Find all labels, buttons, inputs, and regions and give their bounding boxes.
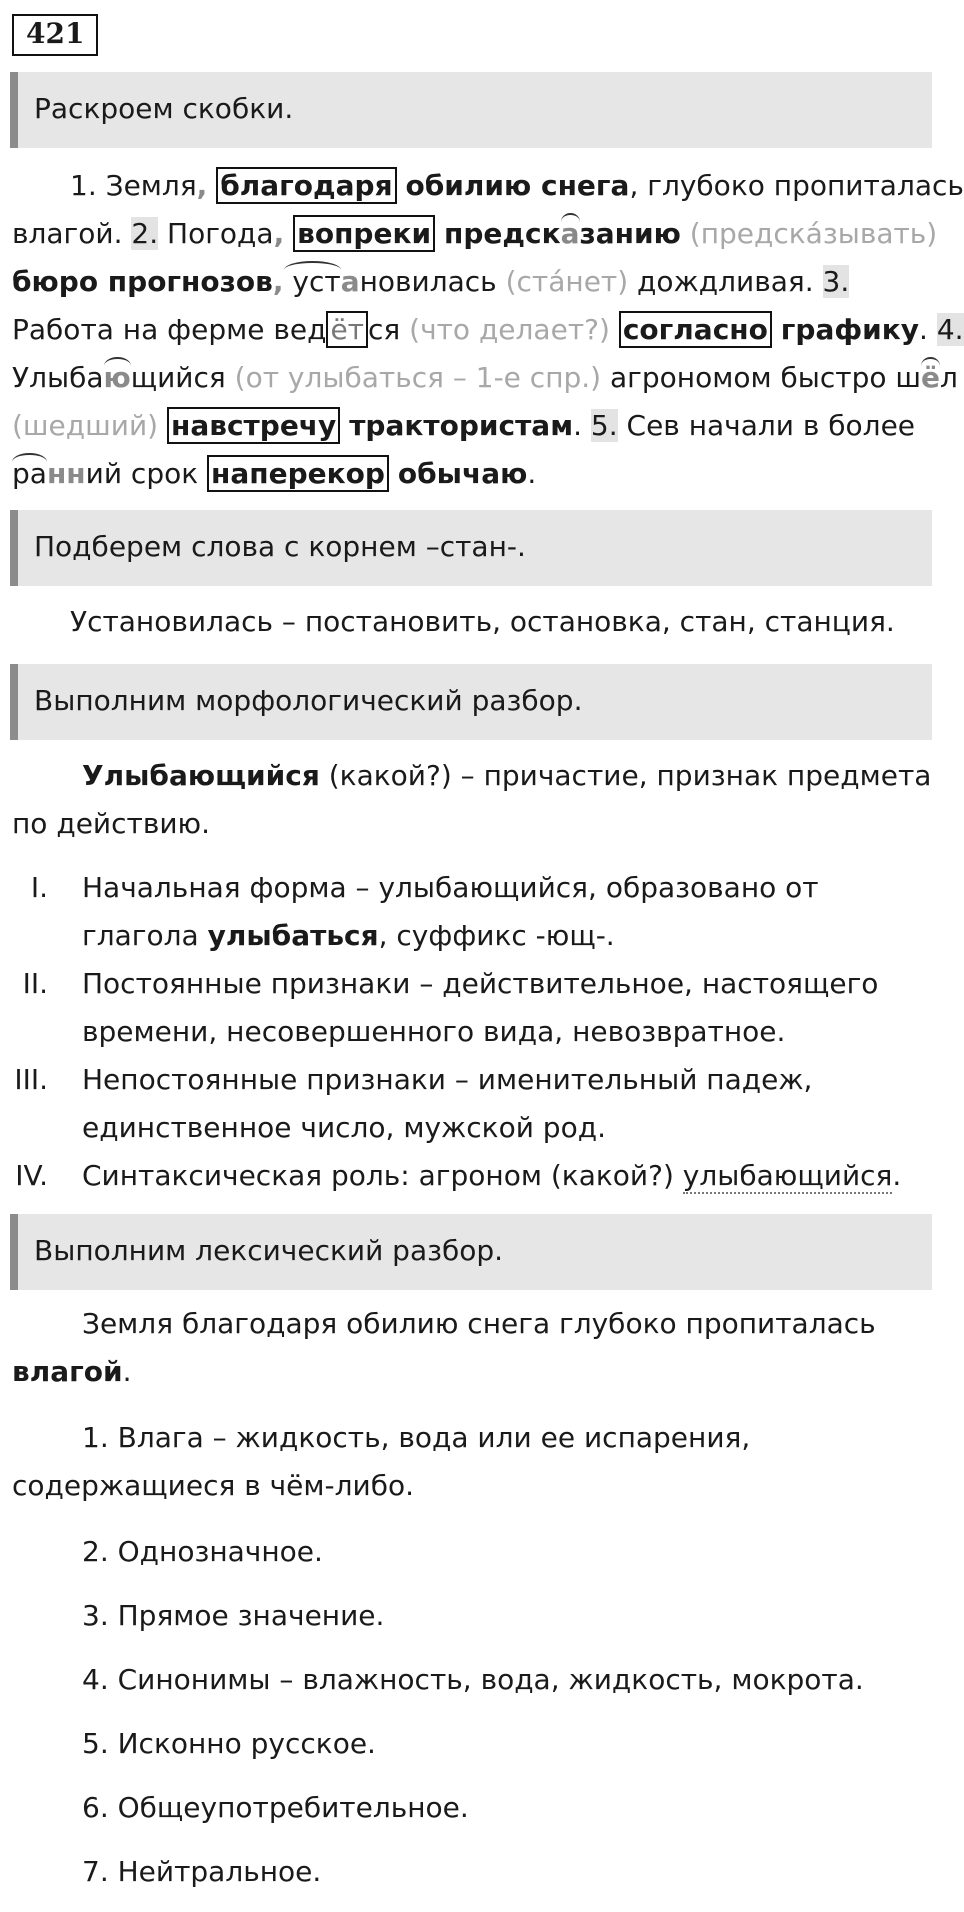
text: ра: [12, 457, 47, 490]
text: Синтаксическая роль: агроном (какой?) улыбающийся.: [82, 1159, 902, 1192]
text: обычаю: [397, 457, 528, 490]
text: графику: [780, 313, 920, 346]
lex-sentence: Земля благодаря обилию снега глубоко пропиталась: [82, 1307, 876, 1340]
text-line: 1. Земля, благодаря обилию снега, глубоко пропиталась: [70, 169, 964, 202]
lex-point: 2. Однозначное.: [82, 1535, 323, 1568]
text: Улыба: [12, 361, 104, 394]
text: предсказанию: [444, 217, 681, 250]
item-number: III.: [14, 1063, 48, 1096]
item-number: II.: [22, 967, 48, 1000]
sentence-number: 5.: [590, 409, 618, 442]
boxed-word: вопреки: [293, 215, 435, 252]
hint-text: (шедший): [12, 409, 159, 442]
text-line: [12, 354, 958, 402]
sentence-number: 3.: [822, 265, 850, 298]
text: Начальная форма – улыбающийся, образовано от: [82, 871, 819, 904]
text: щийся: [130, 361, 235, 394]
boxed-word: благодаря: [216, 167, 396, 204]
text: единственное число, мужской род.: [82, 1111, 606, 1144]
sentence-number: 2.: [131, 217, 159, 250]
text: глагола улыбаться, суффикс -ющ-.: [82, 919, 615, 952]
lex-point: 5. Исконно русское.: [82, 1727, 376, 1760]
boxed-word: согласно: [619, 311, 772, 348]
boxed-word: наперекор: [207, 455, 389, 492]
text: дождливая.: [628, 265, 814, 298]
lex-point: 6. Общеупотребительное.: [82, 1791, 469, 1824]
text: Постоянные признаки – действительное, настоящего: [82, 967, 879, 1000]
highlight-letter: нн: [46, 457, 86, 490]
highlight-letter: ю: [103, 361, 131, 394]
text: л: [940, 361, 958, 394]
section-header-lex: [10, 1214, 932, 1290]
lex-sentence-line2: [12, 1348, 132, 1396]
text-line: [12, 306, 964, 354]
lex-point: 7. Нейтральное.: [82, 1855, 322, 1888]
text-line: [12, 402, 915, 450]
text: ий срок: [85, 457, 208, 490]
roots-line: Установилась – постановить, остановка, стан, станция.: [70, 605, 895, 638]
text-line: [12, 450, 536, 498]
hint-text: (от улыбаться – 1-е спр.): [234, 361, 602, 394]
hint-text: (стáнет): [505, 265, 629, 298]
text: .: [573, 409, 582, 442]
text-line: бюро прогнозов, установилась (стáнет) дождливая. 3.: [12, 265, 850, 298]
lex-point: 1. Влага – жидкость, вода или ее испарения,: [82, 1421, 751, 1454]
morph-intro-line2: по действию.: [12, 807, 210, 840]
text: обилию снега: [405, 169, 630, 202]
task-number: 421: [12, 14, 98, 56]
text: Погода: [158, 217, 274, 250]
hint-text: (что делает?): [409, 313, 610, 346]
text: ся: [368, 313, 410, 346]
text: (какой?) – причастие, признак предмета: [319, 759, 932, 792]
text: бюро прогнозов: [12, 265, 273, 298]
text: влагой.: [12, 217, 123, 250]
text: .: [527, 457, 537, 490]
lex-point-cont: содержащиеся в чём-либо.: [12, 1469, 414, 1502]
lex-point: 4. Синонимы – влажность, вода, жидкость, мокрота.: [82, 1663, 864, 1696]
text: Работа на ферме вед: [12, 313, 327, 346]
hint-text: (предскáзывать): [689, 217, 938, 250]
section-title: Раскроем скобки.: [34, 92, 294, 125]
highlight-letter: ё: [921, 361, 941, 394]
text: 1. Земля: [70, 169, 197, 202]
text: Непостоянные признаки – именительный падеж,: [82, 1063, 813, 1096]
text: .: [919, 313, 928, 346]
section-header-brackets: [10, 72, 932, 148]
item-number: I.: [30, 871, 48, 904]
text: Улыбающийся: [82, 759, 320, 792]
section-header-roots: [10, 510, 932, 586]
lex-point: 3. Прямое значение.: [82, 1599, 385, 1632]
text: , глубоко пропиталась: [629, 169, 964, 202]
text: установилась: [283, 265, 506, 298]
section-title: Выполним морфологический разбор.: [34, 684, 583, 717]
item-number: IV.: [15, 1159, 48, 1192]
text: времени, несовершенного вида, невозвратное.: [82, 1015, 786, 1048]
text: трактористам: [349, 409, 574, 442]
text: .: [122, 1355, 132, 1388]
sentence-number: 4.: [936, 313, 964, 346]
text: Сев начали в более: [617, 409, 916, 442]
morph-intro: [82, 752, 931, 800]
section-title: Выполним лексический разбор.: [34, 1234, 504, 1267]
section-header-morph: [10, 664, 932, 740]
boxed-word: навстречу: [167, 407, 340, 444]
text: влагой: [12, 1355, 123, 1388]
section-title: Подберем слова с корнем –стан-.: [34, 530, 526, 563]
text-line: влагой. 2. Погода, вопреки предсказанию (предскáзывать): [12, 217, 938, 250]
text: агрономом быстро ш: [601, 361, 922, 394]
boxed-ending: ёт: [326, 311, 368, 348]
